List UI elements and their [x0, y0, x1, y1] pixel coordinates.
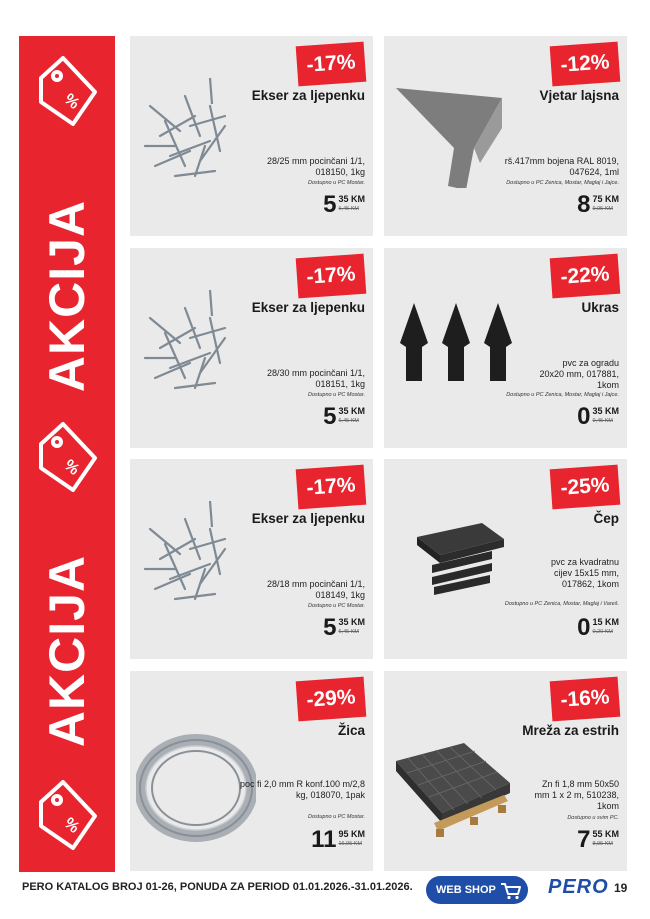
- pero-logo: PERO: [548, 876, 609, 898]
- nails-image: [140, 499, 235, 609]
- product-description: pvc za ogradu 20x20 mm, 017881, 1kom: [539, 358, 619, 390]
- mesh-pallet-image: [394, 739, 512, 839]
- old-price: 6,45 KM: [338, 418, 359, 424]
- old-price: 9,95 KM: [592, 206, 613, 212]
- price-integer: 5: [323, 614, 337, 641]
- akcija-sidebar: [19, 36, 115, 872]
- price-integer: 0: [577, 403, 591, 430]
- price-decimal: 95 KM: [338, 829, 365, 839]
- product-card[interactable]: [130, 248, 373, 448]
- discount-badge: -17%: [296, 465, 367, 510]
- price-integer: 5: [323, 403, 337, 430]
- catalog-info: PERO KATALOG BROJ 01-26, PONUDA ZA PERIOD 01.01.2026.-31.01.2026.: [22, 881, 413, 893]
- price: [577, 826, 619, 853]
- availability-note: Dostupno u PC Zenica, Mostar, Maglaj i Jajce.: [506, 180, 619, 186]
- old-price: 0,45 KM: [592, 418, 613, 424]
- price-integer: 5: [323, 191, 337, 218]
- price: [311, 826, 365, 853]
- wind-strip-image: [394, 78, 504, 188]
- price-integer: 7: [577, 826, 591, 853]
- svg-text:%: %: [60, 456, 83, 479]
- tube-cap-image: [412, 519, 507, 599]
- old-price: 16,95 KM: [338, 841, 363, 847]
- discount-badge: -12%: [550, 42, 621, 87]
- availability-note: Dostupno u PC Mostar.: [308, 392, 365, 398]
- product-description: pvc za kvadratnu cijev 15x15 mm, 017862, 1kom: [550, 557, 619, 589]
- availability-note: Dostupno u PC Mostar.: [308, 180, 365, 186]
- product-card[interactable]: [384, 671, 627, 871]
- old-price: 6,45 KM: [338, 629, 359, 635]
- shopping-cart-icon: [500, 882, 522, 900]
- price-tag-icon: [33, 776, 103, 854]
- product-name: Čep: [593, 511, 619, 526]
- product-name: Vjetar lajsna: [539, 88, 619, 103]
- product-card[interactable]: [384, 36, 627, 236]
- price-integer: 8: [577, 191, 591, 218]
- product-description: 28/25 mm pocinčani 1/1, 018150, 1kg: [266, 156, 365, 177]
- price-decimal: 35 KM: [338, 194, 365, 204]
- product-card[interactable]: [384, 459, 627, 659]
- old-price: 8,95 KM: [592, 841, 613, 847]
- price: [577, 614, 619, 641]
- product-name: Ekser za ljepenku: [251, 300, 365, 315]
- product-card[interactable]: [130, 459, 373, 659]
- price: [323, 403, 365, 430]
- product-name: Mreža za estrih: [522, 723, 619, 738]
- product-name: Ekser za ljepenku: [251, 88, 365, 103]
- product-name: Ekser za ljepenku: [251, 511, 365, 526]
- page-number: 19: [614, 881, 628, 895]
- product-card[interactable]: [130, 36, 373, 236]
- fence-ornaments-image: [394, 303, 519, 383]
- availability-note: Dostupno u PC Zenica, Mostar, Maglaj i Vareš.: [504, 601, 619, 607]
- price-integer: 11: [311, 826, 337, 853]
- old-price: 6,45 KM: [338, 206, 359, 212]
- price-tag-icon: [33, 52, 103, 130]
- svg-text:%: %: [60, 90, 83, 113]
- product-description: rš.417mm bojena RAL 8019, 047624, 1ml: [504, 156, 619, 177]
- availability-note: Dostupno u PC Mostar.: [308, 603, 365, 609]
- availability-note: Dostupno u PC Zenica, Mostar, Maglaj i Jajce.: [506, 392, 619, 398]
- product-name: Ukras: [581, 300, 619, 315]
- availability-note: Dostupno u PC Mostar.: [308, 814, 365, 820]
- web-shop-label: WEB SHOP: [436, 884, 496, 896]
- discount-badge: -29%: [296, 677, 367, 722]
- price: [323, 191, 365, 218]
- product-name: Žica: [337, 723, 365, 738]
- product-description: Zn fi 1,8 mm 50x50 mm 1 x 2 m, 510238, 1kom: [534, 779, 619, 811]
- price-tag-icon: [33, 418, 103, 496]
- discount-badge: -22%: [550, 254, 621, 299]
- old-price: 0,20 KM: [592, 629, 613, 635]
- akcija-label: AKCIJA: [39, 554, 96, 748]
- product-description: 28/30 mm pocinčani 1/1, 018151, 1kg: [266, 368, 365, 389]
- nails-image: [140, 76, 235, 186]
- availability-note: Dostupno u svim PC.: [567, 815, 619, 821]
- price: [323, 614, 365, 641]
- price: [577, 191, 619, 218]
- product-card[interactable]: [130, 671, 373, 871]
- price: [577, 403, 619, 430]
- product-description: poc fi 2,0 mm R konf.100 m/2,8 kg, 018070, 1pak: [239, 779, 365, 800]
- nails-image: [140, 288, 235, 398]
- price-decimal: 35 KM: [338, 617, 365, 627]
- discount-badge: -17%: [296, 254, 367, 299]
- price-decimal: 55 KM: [592, 829, 619, 839]
- akcija-label: AKCIJA: [39, 199, 96, 393]
- svg-text:%: %: [60, 814, 83, 837]
- price-decimal: 35 KM: [592, 406, 619, 416]
- price-decimal: 75 KM: [592, 194, 619, 204]
- product-description: 28/18 mm pocinčani 1/1, 018149, 1kg: [266, 579, 365, 600]
- discount-badge: -25%: [550, 465, 621, 510]
- discount-badge: -16%: [550, 677, 621, 722]
- price-decimal: 35 KM: [338, 406, 365, 416]
- product-card[interactable]: [384, 248, 627, 448]
- discount-badge: -17%: [296, 42, 367, 87]
- price-decimal: 15 KM: [592, 617, 619, 627]
- price-integer: 0: [577, 614, 591, 641]
